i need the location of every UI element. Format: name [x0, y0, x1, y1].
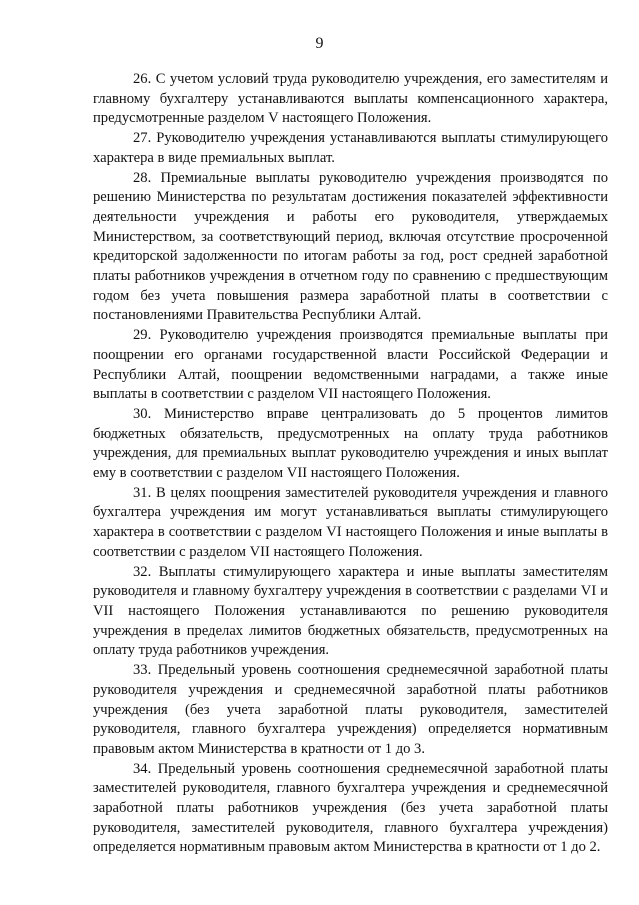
paragraph-32: 32. Выплаты стимулирующего характера и иные выплаты заместителям руководителя и главному бухгалтеру учреждения в соответствии с разделами VI и VII настоящего Положения устанавливаются по решению руководителя учреждения в пределах лимитов бюджетных обязательств, предусмотренных на оплату труда работников учреждения.: [93, 563, 608, 659]
paragraph-33: 33. Предельный уровень соотношения среднемесячной заработной платы руководителя учреждения и среднемесячной заработной платы работников учреждения (без учета заработной платы руководителя, заместителей руководителя, главного бухгалтера учреждения) определяется нормативным правовым актом Министерства в кратности от 1 до 3.: [93, 662, 608, 757]
paragraph-27: 27. Руководителю учреждения устанавливаются выплаты стимулирующего характера в виде премиальных выплат.: [93, 130, 608, 166]
paragraph-30: 30. Министерство вправе централизовать до 5 процентов лимитов бюджетных обязательств, предусмотренных на оплату труда работников учреждения, для премиальных выплат руководителю учреждения и иных выплат ему в соответствии с разделом VII настоящего Положения.: [93, 405, 608, 482]
paragraph-31: 31. В целях поощрения заместителей руководителя учреждения и главного бухгалтера учреждения им могут устанавливаться выплаты стимулирующего характера в соответствии с разделом VI настоящего Положения и иные выплаты в соответствии с разделом VII настоящего Положения.: [93, 484, 608, 560]
paragraph-28: 28. Премиальные выплаты руководителю учреждения производятся по решению Министерства по результатам достижения показателей эффективности деятельности учреждения и работы его руководителя, утверждаемых Министерством, за соответствующий период, включая отсутствие просроченной кредиторской задолженности по итогам работы за год, рост средней заработной платы работников учреждения в отчетном году по сравнению с предшествующим годом без учета повышения размера заработной платы в соответствии с постановлениями Правительства Республики Алтай.: [93, 169, 608, 324]
document-body: [93, 70, 608, 858]
page-number: 9: [315, 35, 324, 52]
paragraph-34: 34. Предельный уровень соотношения среднемесячной заработной платы заместителей руководителя, главного бухгалтера учреждения и среднемесячной заработной платы работников учреждения (без учета заработной платы руководителя, заместителей руководителя, главного бухгалтера учреждения) определяется нормативным правовым актом Министерства в кратности от 1 до 2.: [93, 760, 608, 856]
paragraph-26: 26. С учетом условий труда руководителю учреждения, его заместителям и главному бухгалтеру устанавливаются выплаты компенсационного характера, предусмотренные разделом V настоящего Положения.: [93, 71, 608, 127]
paragraph-29: 29. Руководителю учреждения производятся премиальные выплаты при поощрении его органами государственной власти Российской Федерации и Республики Алтай, поощрении ведомственными наградами, а также иные выплаты в соответствии с разделом VII настоящего Положения.: [93, 327, 608, 403]
